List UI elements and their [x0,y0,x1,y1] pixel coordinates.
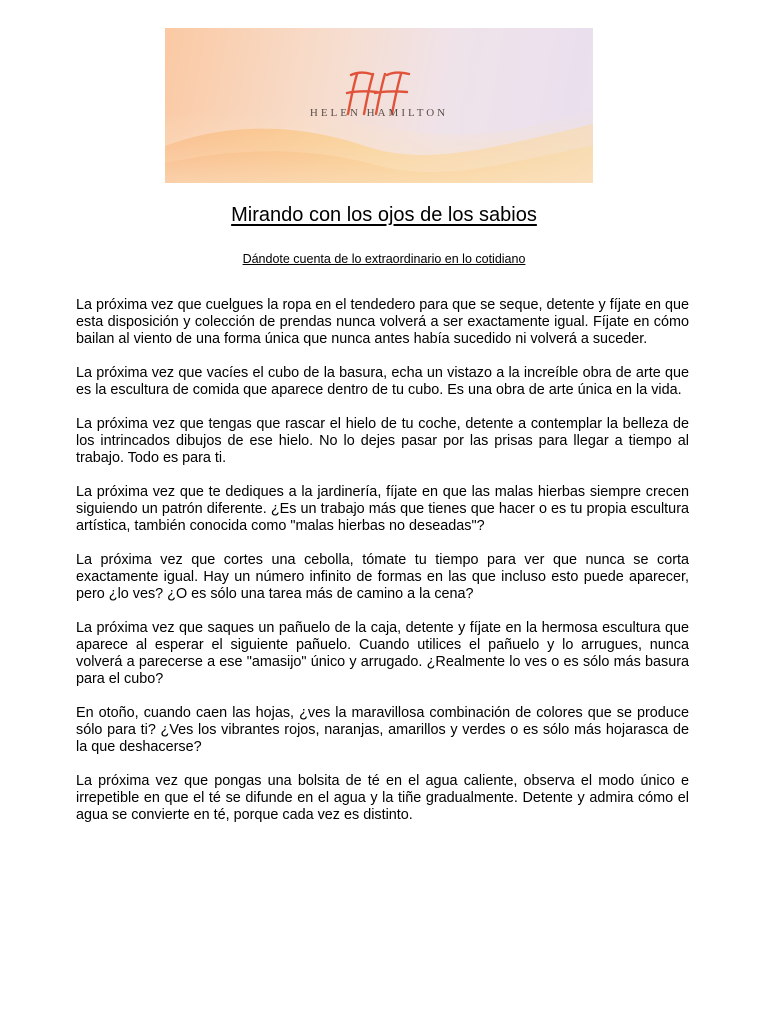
paragraph: La próxima vez que tengas que rascar el hielo de tu coche, detente a contemplar la belleza de los intrincados dibujos de ese hielo. No lo dejes pasar por las prisas para llegar a tiempo al trabajo. Todo es para ti. [76,416,689,466]
paragraph: La próxima vez que pongas una bolsita de té en el agua caliente, observa el modo único e irrepetible en que el té se difunde en el agua y la tiñe gradualmente. Detente y admira cómo el agua se convierte en té, porque cada vez es distinto. [76,773,689,823]
paragraph: La próxima vez que vacíes el cubo de la basura, echa un vistazo a la increíble obra de arte que es la escultura de comida que aparece dentro de tu cubo. Es una obra de arte única en la vida. [76,365,689,398]
paragraph: La próxima vez que te dediques a la jardinería, fíjate en que las malas hierbas siempre crecen siguiendo un patrón diferente. ¿Es un trabajo más que tienes que hacer o es tu propia escultura artística, también conocida como "malas hierbas no deseadas"? [76,484,689,534]
document-body [76,297,689,841]
paragraph: En otoño, cuando caen las hojas, ¿ves la maravillosa combinación de colores que se produce sólo para ti? ¿Ves los vibrantes rojos, naranjas, amarillos y verdes o es sólo más hojarasca de la que deshacerse? [76,705,689,755]
paragraph: La próxima vez que cuelgues la ropa en el tendedero para que se seque, detente y fíjate en que esta disposición y colección de prendas nunca volverá a ser exactamente igual. Fíjate en cómo bailan al viento de una forma única que nunca antes había sucedido ni volverá a suceder. [76,297,689,347]
header-banner [165,28,593,183]
paragraph: La próxima vez que cortes una cebolla, tómate tu tiempo para ver que nunca se corta exactamente igual. Hay un número infinito de formas en las que incluso esto puede aparecer, pero ¿lo ves? ¿O es sólo una tarea más de camino a la cena? [76,552,689,602]
brand-name: HELEN HAMILTON [309,107,449,119]
document-subtitle: Dándote cuenta de lo extraordinario en lo cotidiano [242,252,526,266]
paragraph: La próxima vez que saques un pañuelo de la caja, detente y fíjate en la hermosa escultura que aparece al esperar el siguiente pañuelo. Cuando utilices el pañuelo y lo arrugues, nunca volverá a parecerse a ese "amasijo" único y arrugado. ¿Realmente lo ves o es sólo más basura para el cubo? [76,620,689,687]
document-title: Mirando con los ojos de los sabios [231,204,537,226]
